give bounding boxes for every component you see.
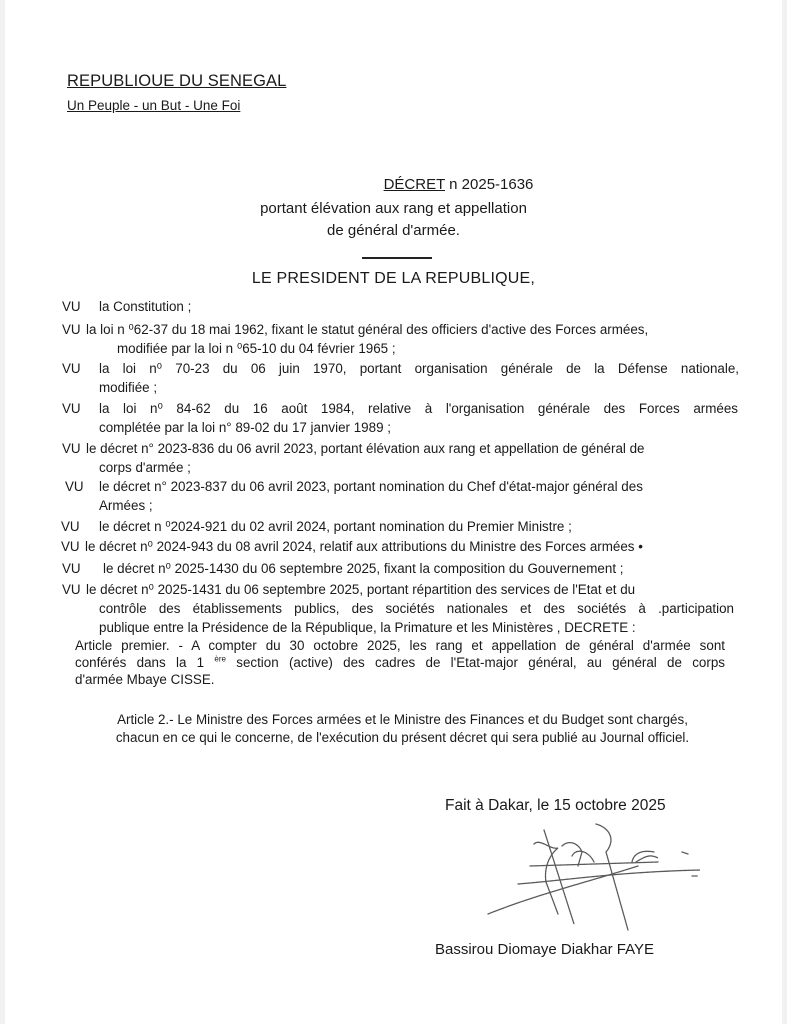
visa-text: le décret n⁰ 2025-1430 du 06 septembre 2025, fixant la composition du Gouvernement ; — [103, 561, 624, 576]
place-and-date: Fait à Dakar, le 15 octobre 2025 — [445, 797, 666, 814]
title-divider — [362, 257, 432, 259]
visa-text: la Constitution ; — [99, 299, 192, 314]
article-2 — [75, 711, 730, 747]
visa-keyword: VU — [62, 401, 81, 416]
article-1-text: conférés dans la 1 — [75, 655, 215, 670]
decree-page — [5, 0, 782, 1024]
article-1-line — [75, 654, 725, 671]
visa-text-continued: modifiée par la loi n ⁰65-10 du 04 février 1965 ; — [117, 341, 396, 356]
article-1-line: Article premier. - A compter du 30 octobre 2025, les rang et appellation de général d'armée sont — [75, 638, 725, 653]
visa-text-continued: complétée par la loi n° 89-02 du 17 janvier 1989 ; — [99, 420, 391, 435]
ordinal-superscript: ère — [214, 654, 226, 664]
handwritten-signature — [478, 822, 700, 934]
visa-text-continued: corps d'armée ; — [99, 460, 191, 475]
article-2-line: Article 2.- Le Ministre des Forces armées et le Ministre des Finances et du Budget sont chargés, — [117, 712, 688, 727]
visa-text: le décret n⁰ 2025-1431 du 06 septembre 2025, portant répartition des services de l'Etat et du — [86, 582, 636, 597]
visa-keyword: VU — [62, 441, 81, 456]
country-heading: REPUBLIOUE DU SENEGAL — [67, 72, 287, 90]
president-heading: LE PRESIDENT DE LA REPUBLIQUE, — [251, 270, 536, 287]
decree-label: DÉCRET — [383, 176, 445, 193]
visa-text-continued: contrôle des établissements publics, des sociétés nationales et des sociétés à .participation — [99, 601, 734, 616]
article-1 — [75, 637, 725, 688]
article-1-line: d'armée Mbaye CISSE. — [75, 672, 215, 687]
visa-keyword: VU — [62, 561, 81, 576]
visa-text: la loi n⁰ 70-23 du 06 juin 1970, portant organisation générale de la Défense nationale, — [99, 361, 739, 376]
visa-text: le décret n ⁰2024-921 du 02 avril 2024, portant nomination du Premier Ministre ; — [99, 519, 572, 534]
visa-text-continued: Armées ; — [99, 498, 153, 513]
visa-keyword: VU — [62, 322, 81, 337]
visa-keyword: VU — [65, 479, 84, 494]
visa-text: le décret n° 2023-836 du 06 avril 2023, portant élévation aux rang et appellation de général de — [86, 441, 645, 456]
visa-text: la loi n ⁰62-37 du 18 mai 1962, fixant le statut général des officiers d'active des Forces armées, — [86, 322, 649, 337]
decree-subject-line-1: portant élévation aux rang et appellation — [260, 200, 527, 217]
visa-text-continued: modifiée ; — [99, 380, 158, 395]
visa-keyword: VU — [61, 539, 80, 554]
visa-keyword: VU — [62, 361, 81, 376]
decree-number-value: n 2025-1636 — [444, 176, 534, 193]
article-2-line: chacun en ce qui le concerne, de l'exécution du présent décret qui sera publié au Journal officiel. — [115, 730, 690, 745]
decree-subject-line-2: de général d'armée. — [327, 222, 460, 239]
visa-text: le décret n° 2023-837 du 06 avril 2023, portant nomination du Chef d'état-major général des — [99, 479, 643, 494]
visa-keyword: VU — [61, 519, 80, 534]
visa-keyword: VU — [62, 299, 81, 314]
national-motto: Un Peuple - un But - Une Foi — [67, 98, 241, 113]
article-1-text: section (active) des cadres de l'Etat-major général, au général de corps — [225, 655, 725, 670]
signatory-name: Bassirou Diomaye Diakhar FAYE — [435, 941, 654, 958]
visa-keyword: VU — [62, 582, 81, 597]
decree-number — [5, 176, 782, 193]
visa-text-continued: publique entre la Présidence de la République, la Primature et les Ministères , DECRETE : — [99, 620, 636, 635]
visa-text: le décret n⁰ 2024-943 du 08 avril 2024, relatif aux attributions du Ministre des Forces armées • — [85, 539, 643, 554]
visa-text: la loi n⁰ 84-62 du 16 août 1984, relative à l'organisation générale des Forces armées — [99, 401, 738, 416]
